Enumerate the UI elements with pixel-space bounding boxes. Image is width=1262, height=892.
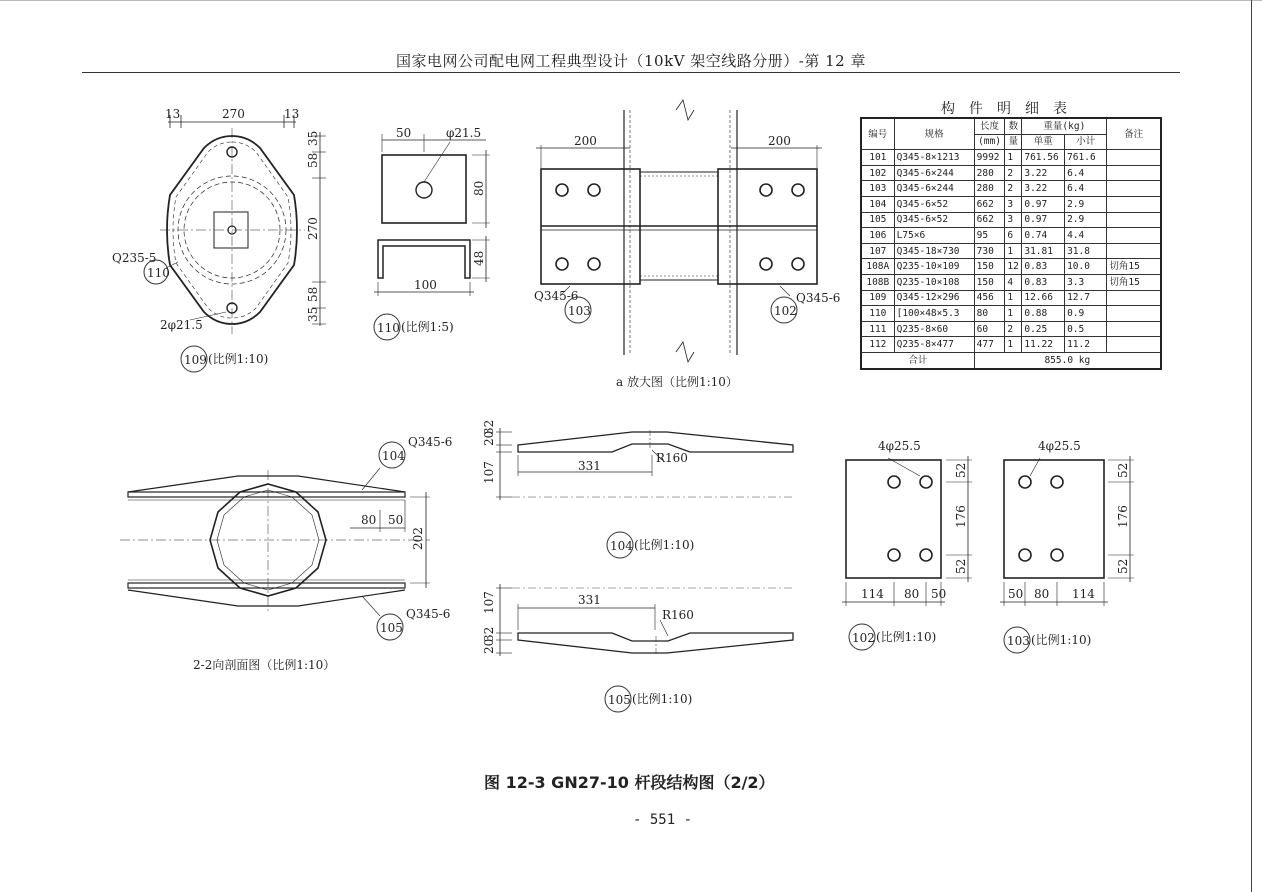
bom-cell: 2.9 bbox=[1065, 212, 1107, 228]
v105-dim-t2: 20 bbox=[482, 638, 496, 654]
v103-dim-a: 50 bbox=[1008, 587, 1024, 601]
bom-cell: Q235-8×477 bbox=[894, 337, 974, 353]
bom-row bbox=[861, 165, 1161, 181]
bom-cell: 2 bbox=[1005, 165, 1022, 181]
v22-part-bot: 105 bbox=[380, 621, 403, 635]
bom-cell: 109 bbox=[861, 290, 894, 306]
bom-cell: 0.88 bbox=[1022, 306, 1065, 322]
bom-cell bbox=[1107, 243, 1161, 259]
v22-dim-h: 202 bbox=[411, 527, 425, 550]
bom-cell: Q235-10×108 bbox=[894, 274, 974, 290]
bom-cell: 80 bbox=[974, 306, 1005, 322]
bom-h-len: 长度 bbox=[974, 118, 1005, 134]
bom-cell: 662 bbox=[974, 196, 1005, 212]
bom-cell: 0.9 bbox=[1065, 306, 1107, 322]
view-105 bbox=[496, 584, 795, 656]
bom-cell: 0.97 bbox=[1022, 196, 1065, 212]
v22-caption: 2-2向剖面图（比例1:10） bbox=[193, 658, 336, 672]
v102-dim-a: 114 bbox=[861, 587, 884, 601]
v109-holes: 2φ21.5 bbox=[160, 318, 203, 332]
v109-caption-no: 109 bbox=[184, 353, 207, 367]
v104-caption-no: 104 bbox=[610, 539, 633, 553]
bom-cell: 12.7 bbox=[1065, 290, 1107, 306]
v109-dim-h1: 35 bbox=[306, 130, 320, 146]
v102-dim-v3: 52 bbox=[954, 558, 968, 574]
bom-row bbox=[861, 150, 1161, 166]
bom-cell: Q235-10×109 bbox=[894, 259, 974, 275]
bom-cell: 31.8 bbox=[1065, 243, 1107, 259]
v104-dim-r: R160 bbox=[656, 451, 688, 465]
bom-cell: Q345-6×52 bbox=[894, 196, 974, 212]
v103-dim-b: 80 bbox=[1034, 587, 1050, 601]
bom-cell: 4 bbox=[1005, 274, 1022, 290]
bom-cell: Q345-6×52 bbox=[894, 212, 974, 228]
view-103 bbox=[1000, 456, 1134, 606]
v104-dim-h: 107 bbox=[482, 461, 496, 484]
bom-cell bbox=[1107, 181, 1161, 197]
bom-row bbox=[861, 196, 1161, 212]
va-mat-right: Q345-6 bbox=[796, 291, 841, 305]
v110-caption: (比例1:5) bbox=[401, 320, 454, 334]
bom-row bbox=[861, 228, 1161, 244]
bom-cell: 4.4 bbox=[1065, 228, 1107, 244]
v103-caption: (比例1:10) bbox=[1031, 633, 1092, 647]
bom-cell: 3.22 bbox=[1022, 181, 1065, 197]
va-dim-left: 200 bbox=[574, 134, 597, 148]
va-part-left: 103 bbox=[568, 304, 591, 318]
bom-cell: 112 bbox=[861, 337, 894, 353]
bom-cell: Q345-6×244 bbox=[894, 165, 974, 181]
bom-h-weight: 重量(kg) bbox=[1022, 118, 1107, 134]
bom-row bbox=[861, 243, 1161, 259]
bom-cell: L75×6 bbox=[894, 228, 974, 244]
view-109 bbox=[160, 115, 326, 334]
v102-caption-no: 102 bbox=[852, 631, 875, 645]
bom-h-unit-w: 单重 bbox=[1022, 134, 1065, 150]
bom-cell: Q345-12×296 bbox=[894, 290, 974, 306]
bom-cell: 31.81 bbox=[1022, 243, 1065, 259]
v103-dim-v1: 52 bbox=[1116, 462, 1130, 478]
bom-cell: 切角15 bbox=[1107, 274, 1161, 290]
bom-cell: 150 bbox=[974, 274, 1005, 290]
bom-cell: 761.6 bbox=[1065, 150, 1107, 166]
bom-cell bbox=[1107, 196, 1161, 212]
v109-dim-h4: 58 bbox=[306, 286, 320, 302]
bom-title: 构件明细表 bbox=[941, 101, 1081, 117]
bom-cell: 3.22 bbox=[1022, 165, 1065, 181]
bom-cell bbox=[1107, 337, 1161, 353]
bom-cell: 108B bbox=[861, 274, 894, 290]
v102-dim-v1: 52 bbox=[954, 462, 968, 478]
bom-cell: 1 bbox=[1005, 150, 1022, 166]
v109-material: Q235-5 bbox=[112, 251, 157, 265]
bom-cell: [100×48×5.3 bbox=[894, 306, 974, 322]
v22-mat-bot: Q345-6 bbox=[406, 607, 451, 621]
bom-h-len-unit: (mm) bbox=[974, 134, 1005, 150]
bom-cell: 2.9 bbox=[1065, 196, 1107, 212]
v22-dim-b: 50 bbox=[388, 513, 404, 527]
bom-cell: Q345-8×1213 bbox=[894, 150, 974, 166]
bom-header-row bbox=[861, 118, 1161, 134]
v110-dim-w: 50 bbox=[396, 126, 412, 140]
bom-cell: Q235-8×60 bbox=[894, 321, 974, 337]
bom-cell: 106 bbox=[861, 228, 894, 244]
v102-holes: 4φ25.5 bbox=[878, 439, 921, 453]
bom-cell: 110 bbox=[861, 306, 894, 322]
v110-dim-h: 80 bbox=[472, 180, 486, 196]
bom-h-sub-w: 小计 bbox=[1065, 134, 1107, 150]
bom-cell: 108A bbox=[861, 259, 894, 275]
bom-cell: 477 bbox=[974, 337, 1005, 353]
v102-dim-v2: 176 bbox=[954, 505, 968, 528]
bom-row bbox=[861, 274, 1161, 290]
bom-cell: 3 bbox=[1005, 212, 1022, 228]
va-dim-right: 200 bbox=[768, 134, 791, 148]
bom-cell: 12 bbox=[1005, 259, 1022, 275]
view-2-2-section bbox=[120, 468, 430, 616]
bom-cell: 103 bbox=[861, 181, 894, 197]
page-header: 国家电网公司配电网工程典型设计（10kV 架空线路分册）-第 12 章 bbox=[396, 52, 866, 70]
bom-table bbox=[860, 117, 1162, 370]
v109-dim-h5: 35 bbox=[306, 306, 320, 322]
v105-dim-r: R160 bbox=[662, 608, 694, 622]
bom-row bbox=[861, 212, 1161, 228]
bom-cell: 9992 bbox=[974, 150, 1005, 166]
v104-caption: (比例1:10) bbox=[634, 538, 695, 552]
bom-row bbox=[861, 321, 1161, 337]
bom-cell: 1 bbox=[1005, 290, 1022, 306]
bom-cell: 1 bbox=[1005, 306, 1022, 322]
bom-cell: Q345-18×730 bbox=[894, 243, 974, 259]
bom-cell: 456 bbox=[974, 290, 1005, 306]
bom-cell bbox=[1107, 290, 1161, 306]
v102-dim-c: 50 bbox=[931, 587, 947, 601]
v104-dim-len: 331 bbox=[578, 459, 601, 473]
bom-h-no: 编号 bbox=[861, 118, 894, 150]
v109-part-no: 110 bbox=[147, 266, 170, 280]
bom-cell: 1 bbox=[1005, 243, 1022, 259]
bom-cell: 662 bbox=[974, 212, 1005, 228]
bom-row bbox=[861, 259, 1161, 275]
bom-row bbox=[861, 181, 1161, 197]
bom-row bbox=[861, 306, 1161, 322]
v102-caption: (比例1:10) bbox=[876, 630, 937, 644]
v109-dim-right: 13 bbox=[284, 107, 300, 121]
bom-total-row bbox=[861, 352, 1161, 368]
bom-cell: 95 bbox=[974, 228, 1005, 244]
bom-total-label: 合计 bbox=[861, 352, 974, 368]
v102-dim-b: 80 bbox=[904, 587, 920, 601]
bom-h-qty: 数 bbox=[1005, 118, 1022, 134]
v22-mat-top: Q345-6 bbox=[408, 435, 453, 449]
bom-cell: 12.66 bbox=[1022, 290, 1065, 306]
v103-holes: 4φ25.5 bbox=[1038, 439, 1081, 453]
bom-cell: 761.56 bbox=[1022, 150, 1065, 166]
bom-cell: 6.4 bbox=[1065, 165, 1107, 181]
view-104 bbox=[496, 428, 795, 500]
v105-caption: (比例1:10) bbox=[632, 692, 693, 706]
bom-cell: 6 bbox=[1005, 228, 1022, 244]
v110-caption-no: 110 bbox=[377, 321, 400, 335]
v103-dim-v3: 52 bbox=[1116, 558, 1130, 574]
bom-cell bbox=[1107, 228, 1161, 244]
bom-cell: 60 bbox=[974, 321, 1005, 337]
v103-caption-no: 103 bbox=[1007, 634, 1030, 648]
bom-cell: 101 bbox=[861, 150, 894, 166]
bom-cell: 280 bbox=[974, 181, 1005, 197]
va-caption: a 放大图（比例1:10） bbox=[616, 375, 738, 389]
bom-cell: 0.97 bbox=[1022, 212, 1065, 228]
bom-cell: Q345-6×244 bbox=[894, 181, 974, 197]
bom-cell: 105 bbox=[861, 212, 894, 228]
page-number: - 551 - bbox=[633, 812, 693, 828]
bom-cell bbox=[1107, 212, 1161, 228]
figure-caption: 图 12-3 GN27-10 杆段结构图（2/2） bbox=[484, 773, 775, 792]
bom-cell: 0.74 bbox=[1022, 228, 1065, 244]
v109-dim-h3: 270 bbox=[306, 217, 320, 240]
bom-cell: 150 bbox=[974, 259, 1005, 275]
bom-cell: 730 bbox=[974, 243, 1005, 259]
bom-h-qty2: 量 bbox=[1005, 134, 1022, 150]
view-102 bbox=[842, 456, 972, 606]
v109-caption: (比例1:10) bbox=[208, 352, 269, 366]
v22-part-top: 104 bbox=[382, 449, 405, 463]
bom-cell: 280 bbox=[974, 165, 1005, 181]
bom-cell: 104 bbox=[861, 196, 894, 212]
v105-dim-len: 331 bbox=[578, 593, 601, 607]
bom-row bbox=[861, 337, 1161, 353]
v104-dim-t2: 32 bbox=[482, 419, 496, 435]
v103-dim-c: 114 bbox=[1072, 587, 1095, 601]
va-mat-left: Q345-6 bbox=[534, 289, 579, 303]
bom-cell: 10.0 bbox=[1065, 259, 1107, 275]
bom-cell: 1 bbox=[1005, 337, 1022, 353]
v110-dim-h2: 48 bbox=[472, 250, 486, 266]
v105-dim-h: 107 bbox=[482, 591, 496, 614]
v105-caption-no: 105 bbox=[608, 693, 631, 707]
view-110 bbox=[374, 134, 490, 296]
v109-dim-left: 13 bbox=[165, 107, 181, 121]
bom-cell bbox=[1107, 150, 1161, 166]
bom-cell bbox=[1107, 165, 1161, 181]
bom-cell: 切角15 bbox=[1107, 259, 1161, 275]
bom-cell bbox=[1107, 321, 1161, 337]
bom-cell: 3 bbox=[1005, 196, 1022, 212]
bom-h-note: 备注 bbox=[1107, 118, 1161, 150]
v104-dim-t1: 20 bbox=[482, 430, 496, 446]
bom-cell: 107 bbox=[861, 243, 894, 259]
bom-cell: 11.22 bbox=[1022, 337, 1065, 353]
bom-cell: 0.25 bbox=[1022, 321, 1065, 337]
bom-cell: 3.3 bbox=[1065, 274, 1107, 290]
bom-cell: 2 bbox=[1005, 181, 1022, 197]
bom-h-spec: 规格 bbox=[894, 118, 974, 150]
v110-dim-w2: 100 bbox=[414, 278, 437, 292]
bom-cell: 0.5 bbox=[1065, 321, 1107, 337]
bom-cell: 6.4 bbox=[1065, 181, 1107, 197]
bom-cell: 0.83 bbox=[1022, 274, 1065, 290]
v110-hole: φ21.5 bbox=[446, 126, 482, 140]
bom-cell: 11.2 bbox=[1065, 337, 1107, 353]
bom-cell: 111 bbox=[861, 321, 894, 337]
v109-dim-mid: 270 bbox=[222, 107, 245, 121]
v103-dim-v2: 176 bbox=[1116, 505, 1130, 528]
v105-dim-t1: 32 bbox=[482, 626, 496, 642]
v22-dim-a: 80 bbox=[361, 513, 377, 527]
bom-cell: 102 bbox=[861, 165, 894, 181]
bom-cell: 0.83 bbox=[1022, 259, 1065, 275]
bom-row bbox=[861, 290, 1161, 306]
bom-cell bbox=[1107, 306, 1161, 322]
v109-dim-h2: 58 bbox=[306, 152, 320, 168]
bom-cell: 2 bbox=[1005, 321, 1022, 337]
bom-total-value: 855.0 kg bbox=[974, 352, 1161, 368]
va-part-right: 102 bbox=[774, 304, 797, 318]
